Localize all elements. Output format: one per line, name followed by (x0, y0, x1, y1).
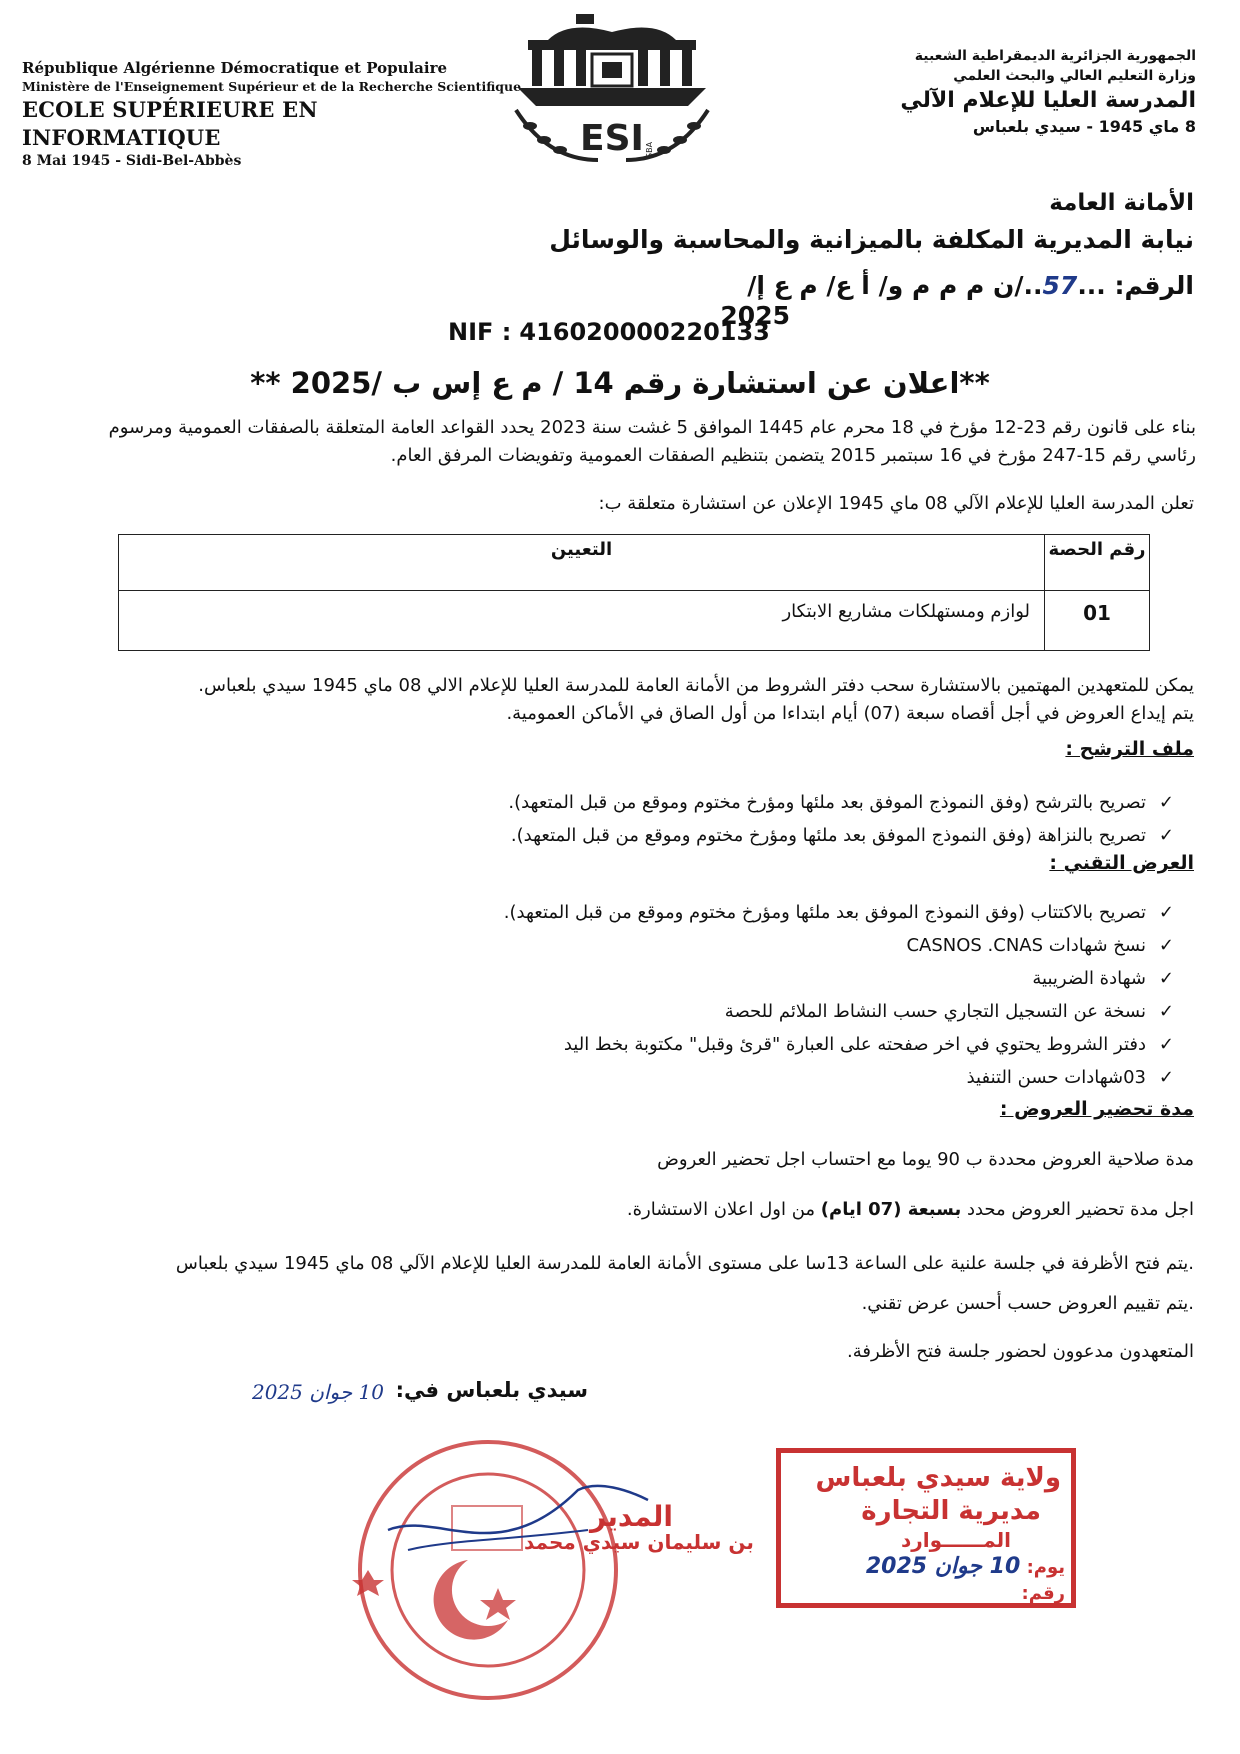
checkmark-icon: ✓ (1158, 825, 1174, 846)
stamp-directorate: مديرية التجارة (861, 1496, 1041, 1526)
stamp-number: رقم: (1021, 1583, 1065, 1604)
candidature-heading: ملف الترشح : (1065, 738, 1194, 760)
lot-designation: لوازم ومستهلكات مشاريع الابتكار (119, 591, 1045, 651)
validity-text: مدة صلاحية العروض محددة ب 90 يوما مع احتساب اجل تحضير العروض (657, 1149, 1194, 1170)
list-item: ✓ دفتر الشروط يحتوي في اخر صفحته على العبارة "قرئ وقبل" مكتوبة بخط اليد (80, 1028, 1180, 1061)
deposit-text: يتم إيداع العروض في أجل أقصاه سبعة (07) أيام ابتداءا من أول الصاق في الأماكن العمومية. (506, 703, 1194, 724)
stamp-wilaya: ولاية سيدي بلعباس (815, 1463, 1061, 1493)
reference-line: الرقم: ...57../ن م م م و/ أ ع/ م ع إ/ (747, 271, 1194, 300)
stamp-day: يوم: 10 جوان 2025 (865, 1554, 1065, 1579)
table-row (119, 591, 1150, 651)
deadline-text: اجل مدة تحضير العروض محدد بسبعة (07 ايام) من اول اعلان الاستشارة. (626, 1199, 1194, 1220)
lots-table (118, 534, 1150, 651)
reference-year: 2025 (720, 301, 790, 330)
lot-number: 01 (1045, 591, 1150, 651)
header-left (22, 58, 522, 170)
country-name-ar: الجمهورية الجزائرية الديمقراطية الشعبية (914, 48, 1196, 64)
list-item: ✓ نسخ شهادات CASNOS .CNAS (80, 929, 1180, 962)
list-item: ✓ شهادة الضريبية (80, 962, 1180, 995)
list-item: ✓ 03شهادات حسن التنفيذ (80, 1061, 1180, 1094)
sub-directorate: نيابة المديرية المكلفة بالميزانية والمحاسبة والوسائل (549, 225, 1194, 254)
announcement-text: تعلن المدرسة العليا للإعلام الآلي 08 ماي 1945 الإعلان عن استشارة متعلقة ب: (598, 493, 1194, 514)
ministry-name-fr: Ministère de l'Enseignement Supérieur et de la Recherche Scientifique (22, 79, 522, 94)
checkmark-icon: ✓ (1158, 935, 1174, 956)
nif-line (448, 318, 770, 346)
reference-suffix: /ن م م م و/ أ ع/ م ع إ/ (747, 271, 1024, 300)
seal-icon (348, 1420, 678, 1720)
header-right (756, 46, 1196, 138)
list-item: ✓ تصريح بالترشح (وفق النموذج الموفق بعد ملئها ومؤرخ مختوم وموقع من قبل المتعهد). (80, 786, 1180, 819)
technical-heading: العرض التقني : (1049, 852, 1194, 874)
reference-label: الرقم: (1105, 271, 1194, 300)
checkmark-icon: ✓ (1158, 968, 1174, 989)
stamp-service: المــــــوارد (901, 1528, 1011, 1552)
legal-basis: بناء على قانون رقم 23-12 مؤرخ في 18 محرم عام 1445 الموافق 5 غشت سنة 2023 يحدد القواعد العامة المتعلقة بالصفقات العمومية ومرسوم رئاسي رقم 15-247 مؤرخ في 16 سبتمبر 2015 يتضمن بتنظيم الصفقات العمومية وتفويضات المرفق العام. (108, 417, 1196, 466)
nif-label: NIF : (448, 318, 512, 346)
school-name-ar: المدرسة العليا للإعلام الآلي (900, 88, 1196, 113)
list-item: ✓ تصريح بالنزاهة (وفق النموذج الموفق بعد ملئها ومؤرخ مختوم وموقع من قبل المتعهد). (80, 819, 1180, 852)
school-address-fr: 8 Mai 1945 - Sidi-Bel-Abbès (22, 153, 242, 169)
header-designation: التعيين (119, 535, 1045, 591)
school-address-ar: 8 ماي 1945 - سيدي بلعباس (972, 117, 1196, 136)
preparation-heading: مدة تحضير العروض : (999, 1098, 1194, 1120)
signer-name: بن سليمان سيدي محمد (524, 1530, 754, 1554)
logo-text: ESI (580, 118, 644, 159)
checkmark-icon: ✓ (1158, 902, 1174, 923)
signer-title: المدير (590, 1500, 673, 1533)
country-name-fr: République Algérienne Démocratique et Populaire (22, 59, 448, 77)
checkmark-icon: ✓ (1158, 1001, 1174, 1022)
ministry-name-ar: وزارة التعليم العالي والبحث العلمي (953, 68, 1196, 84)
invitation-text: المتعهدون مدعوون لحضور جلسة فتح الأظرفة. (847, 1341, 1194, 1362)
opening-text: .يتم فتح الأظرفة في جلسة علنية على الساعة 13سا على مستوى الأمانة العامة للمدرسة العليا للإعلام الآلي 08 ماي 1945 سيدي بلعباس (175, 1253, 1194, 1274)
announcement-title: **اعلان عن استشارة رقم 14 / م ع إس ب /2025 ** (250, 366, 990, 400)
deadline-bold: بسبعة (07 ايام) (820, 1199, 962, 1220)
stamp-day-value: 10 جوان 2025 (865, 1554, 1021, 1579)
official-seal (348, 1420, 678, 1720)
school-name-fr: ECOLE SUPÉRIEURE EN INFORMATIQUE (22, 97, 318, 150)
general-secretariat: الأمانة العامة (1049, 190, 1194, 216)
technical-list (80, 896, 1180, 1094)
checkmark-icon: ✓ (1158, 792, 1174, 813)
esi-logo-icon (488, 10, 736, 170)
list-item: ✓ تصريح بالاكتتاب (وفق النموذج الموفق بعد ملئها ومؤرخ مختوم وموقع من قبل المتعهد). (80, 896, 1180, 929)
checkmark-icon: ✓ (1158, 1067, 1174, 1088)
signature-place: سيدي بلعباس في: (395, 1378, 588, 1402)
withdrawal-text: يمكن للمتعهدين المهتمين بالاستشارة سحب دفتر الشروط من الأمانة العامة للمدرسة العليا للإعلام الالي 08 ماي 1945 سيدي بلعباس. (198, 675, 1194, 696)
handwritten-date: 10 جوان 2025 (251, 1380, 384, 1404)
header-lot-number: رقم الحصة (1045, 535, 1150, 591)
candidature-list (80, 786, 1180, 852)
evaluation-text: .يتم تقييم العروض حسب أحسن عرض تقني. (861, 1293, 1194, 1314)
nif-value: 416020000220133 (519, 318, 770, 346)
reception-stamp (776, 1448, 1076, 1608)
esi-logo (488, 10, 736, 170)
reference-number: 57 (1042, 271, 1078, 300)
checkmark-icon: ✓ (1158, 1034, 1174, 1055)
list-item: ✓ نسخة عن التسجيل التجاري حسب النشاط الملائم للحصة (80, 995, 1180, 1028)
logo-sub: SBA (645, 141, 654, 158)
lots-table-header (119, 535, 1150, 591)
